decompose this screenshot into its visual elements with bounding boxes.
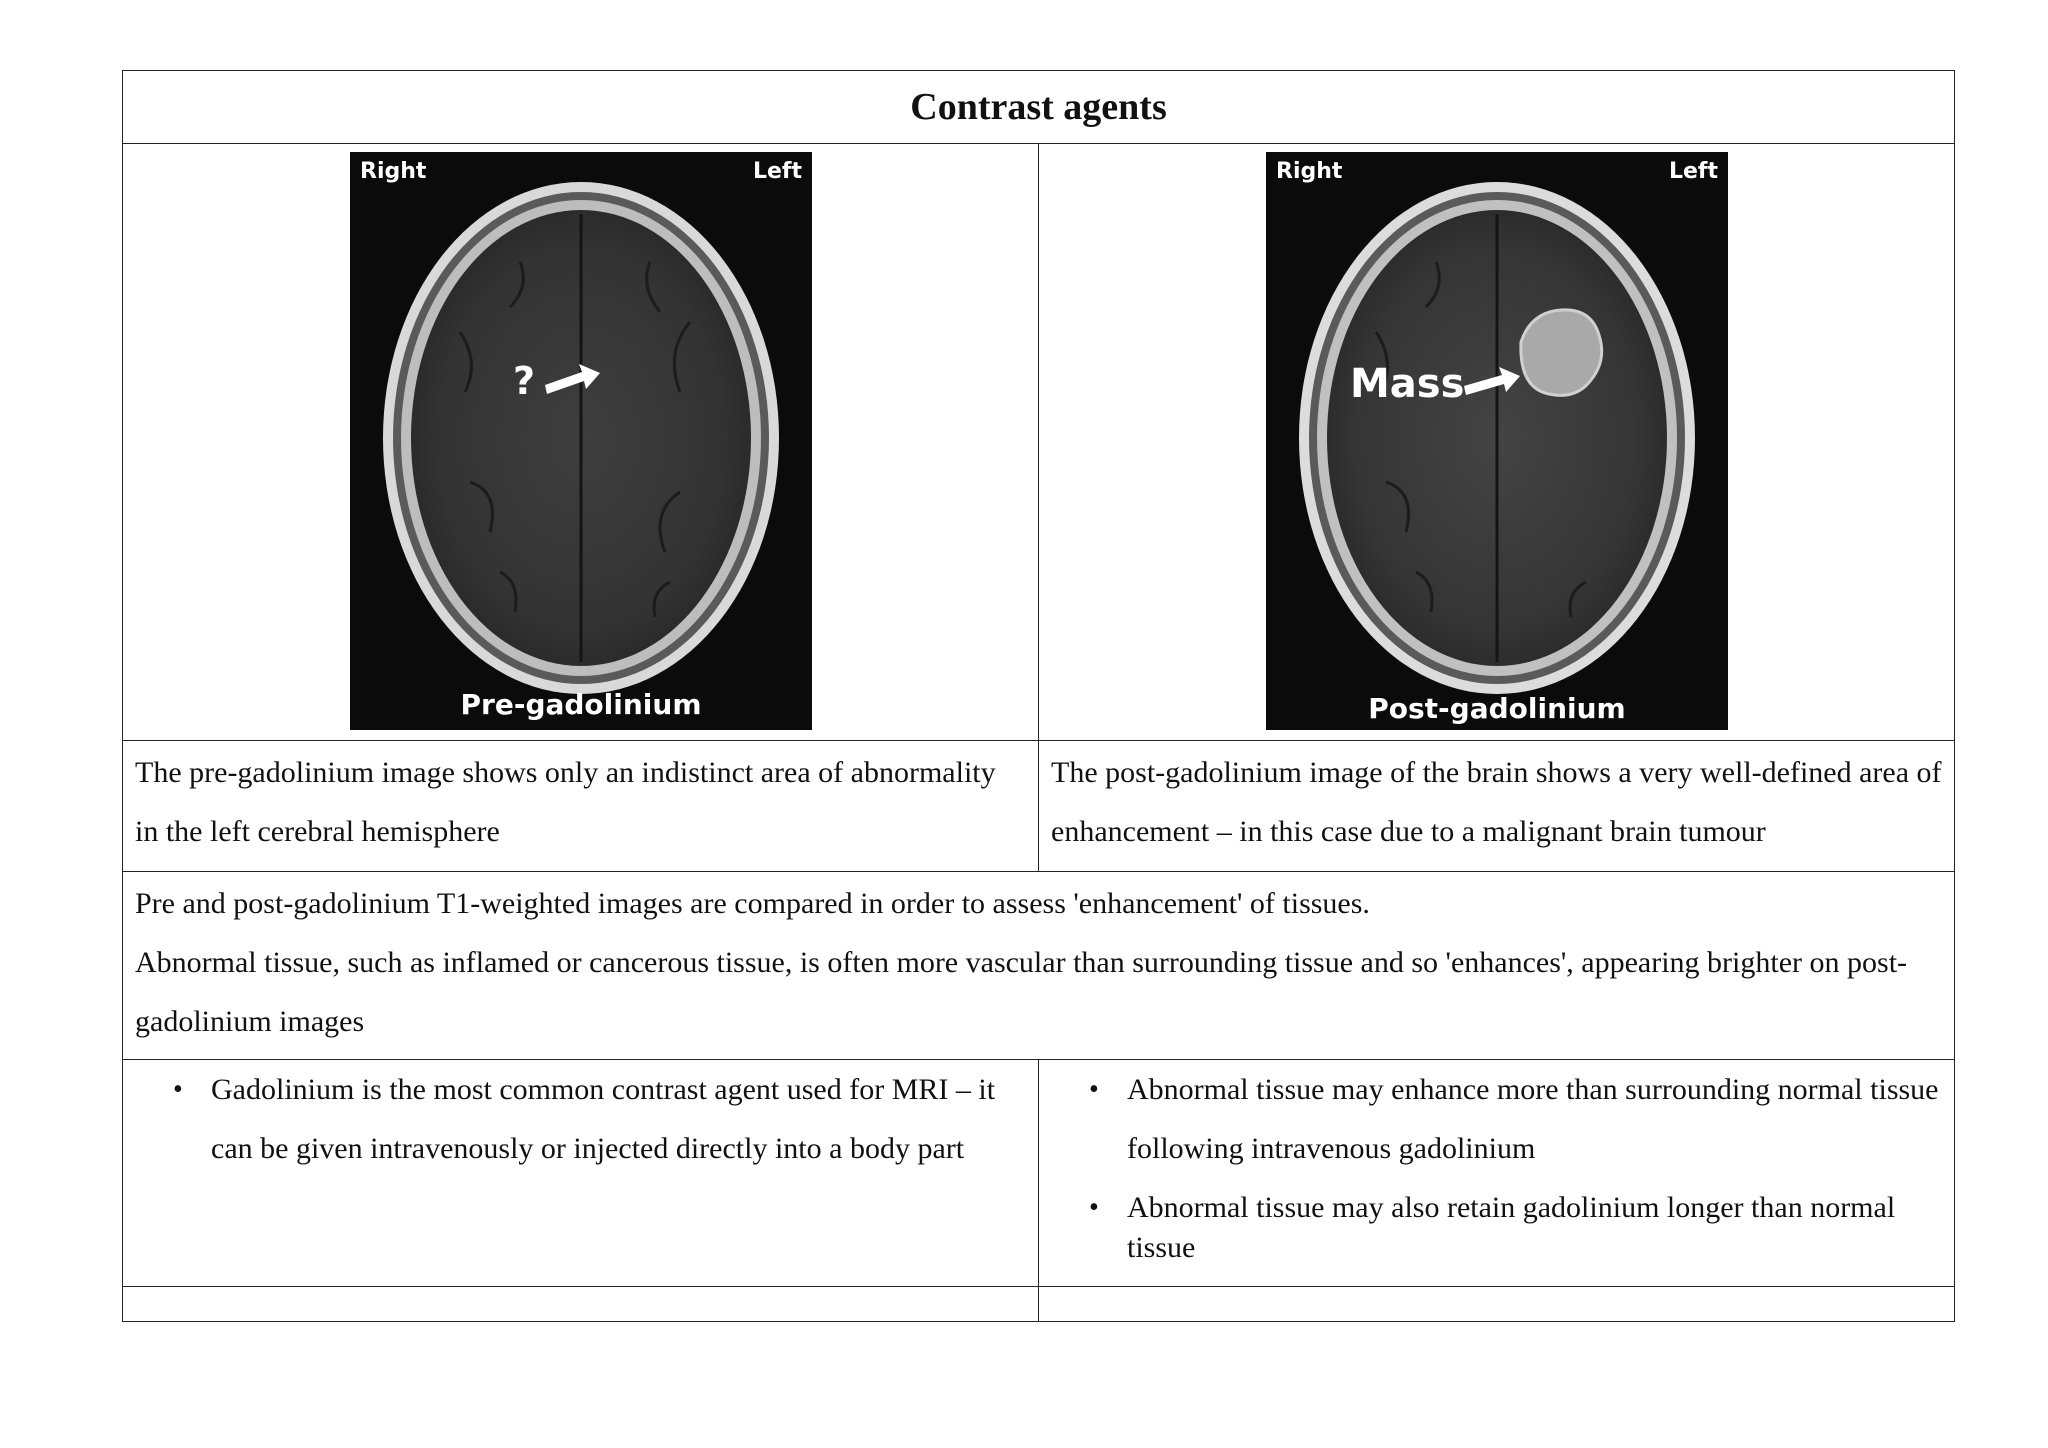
list-item: • Gadolinium is the most common contrast agent used for MRI – it can be given intravenously or injected directly into a body part (211, 1060, 1028, 1178)
post-gadolinium-description: The post-gadolinium image of the brain shows a very well-defined area of enhancement – in this case due to a malignant brain tumour (1039, 741, 1955, 872)
contrast-agents-table (122, 70, 1955, 1322)
right-orientation-label: Right (359, 159, 426, 184)
abnormal-tissue-bullets (1039, 1060, 1955, 1287)
pre-gadolinium-caption: Pre-gadolinium (460, 688, 701, 721)
summary-line: Pre and post-gadolinium T1-weighted images are compared in order to assess 'enhancement' of tissues. (135, 887, 1370, 920)
right-orientation-label: Right (1275, 159, 1342, 184)
pre-gadolinium-description: The pre-gadolinium image shows only an indistinct area of abnormality in the left cerebral hemisphere (123, 741, 1039, 872)
enhancement-summary (123, 872, 1955, 1060)
empty-cell (1039, 1287, 1955, 1322)
pre-gadolinium-image-cell (123, 144, 1039, 741)
pre-gadolinium-mri-image (350, 152, 812, 730)
post-gadolinium-image-cell (1039, 144, 1955, 741)
list-item: • Abnormal tissue may also retain gadolinium longer than normal tissue (1127, 1188, 1944, 1268)
left-orientation-label: Left (1668, 159, 1718, 184)
enhancing-mass (1520, 310, 1601, 396)
post-gadolinium-mri-image (1266, 152, 1728, 730)
left-orientation-label: Left (752, 159, 802, 184)
summary-line: Abnormal tissue, such as inflamed or cancerous tissue, is often more vascular than surrounding tissue and so 'enhances', appearing brighter on post-gadolinium images (135, 946, 1908, 1038)
empty-cell (123, 1287, 1039, 1322)
question-marker: ? (512, 359, 535, 403)
mass-marker: Mass (1349, 361, 1464, 407)
gadolinium-bullets (123, 1060, 1039, 1287)
list-item: • Abnormal tissue may enhance more than surrounding normal tissue following intravenous gadolinium (1127, 1060, 1944, 1178)
post-gadolinium-caption: Post-gadolinium (1367, 692, 1626, 725)
table-title: Contrast agents (123, 71, 1955, 144)
